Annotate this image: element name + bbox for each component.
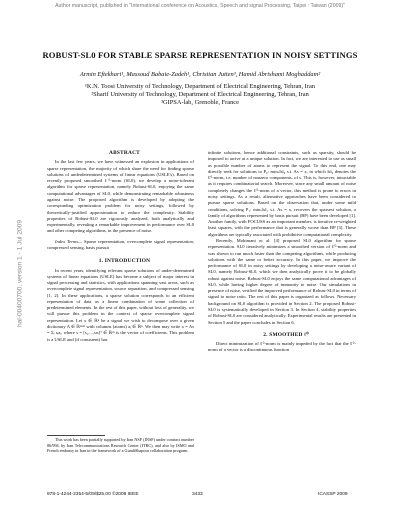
abstract-text: In the last few years, we have witnessed an explosion in applications of sparse representation, the majority of which share the need for finding sparse solutions of underdetermined systems of linear equations (USLE's). Based on recently proposed smoothed ℓ⁰-norm (SL0), we develop a noise-tolerant algorithm for sparse representation, namely Robust-SL0, enjoying the same computational advantages of SL0, while demonstrating remarkable robustness against noise. The proposed algorithm is developed by adopting the corresponding optimization problem for noisy settings, followed by theoretically-justified approximation to reduce the complexity. Stability properties of Robust-SL0 are rigorously analyzed, both analytically and experimentally, revealing a remarkable improvement in performance over SL0 and other competing algorithms, in the presence of noise. bbox=[47, 159, 194, 234]
footer-conference: ICASSP 2009 bbox=[318, 492, 348, 497]
left-column bbox=[47, 150, 194, 343]
index-terms-text: Sparse representation, overcomplete signal representation, compressed sensing, basis pursuit bbox=[47, 238, 195, 250]
author-list: Armin Eftekhari¹, Massoud Babaie-Zadeh¹, Christian Jutten³, Hamid Abrishami Moghaddam² bbox=[79, 71, 321, 78]
footer-isbn: 978-1-4244-2354-5/09/$25.00 ©2009 IEEE bbox=[47, 492, 139, 497]
index-terms bbox=[47, 239, 194, 252]
abstract-heading: ABSTRACT bbox=[109, 150, 140, 156]
footnote bbox=[47, 437, 194, 454]
right-paragraph-2: Recently, Mohimani et al. [4] proposed SL0 algorithm for sparse representation. SL0 iteratively minimizes a smoothed version of ℓ⁰-norm and was shown to run much faster than the competing algorithms, while producing solutions with the same or better accuracy. In this paper, we improve the performance of SL0 in noisy settings by developing a noise-aware variant of SL0, namely Robust-SL0, which we then analytically prove it to be globally robust against noise. Robust-SL0 enjoys the same computational advantages of SL0, while having higher degree of immunity to noise. Our simulations in presence of noise, verified the improved performance of Robust-SL0 in terms of signal to noise ratio. The rest of this paper is organized as follows. Necessary background on SL0 algorithm is provided in Section 2. The proposed Robust-SL0 is systematically developed in Section 3. In Section 4, stability properties of Robust-SL0 are considered analytically. Experimental results are presented in Section 5 and the paper concludes in Section 6. bbox=[208, 237, 356, 325]
introduction-heading: 1. INTRODUCTION bbox=[98, 258, 151, 265]
section-2-heading: 2. SMOOTHED ℓ⁰ bbox=[263, 331, 309, 338]
index-terms-label: Index Terms— bbox=[55, 238, 83, 244]
footnote-text: This work has been partially supported by Iran NSF (INSF) under contract number 86/994, by Iran Telecommunications Research Center (ITRC), and also by ISMO and French embassy in Iran in the framework of a GundiShapour collaboration program. bbox=[47, 437, 194, 454]
section-2-text: Direct minimization of ℓ⁰-norm is mainly impeded by the fact that the ℓ⁰-norm of a vector is a discontinuous function bbox=[208, 341, 356, 353]
paper-title: ROBUST-SL0 FOR STABLE SPARSE REPRESENTATION IN NOISY SETTINGS bbox=[42, 50, 358, 60]
affiliation-1: ¹K.N. Toosi University of Technology, Department of Electrical Engineering, Tehran, Iran bbox=[85, 83, 315, 90]
affiliation-3: ³GIPSA-lab, Grenoble, France bbox=[161, 99, 239, 106]
right-paragraph-1: infinite solutions, hence additional constraints, such as sparsity, should be imposed to arrive at a unique solution. In fact, we are interested to use as small as possible number of atoms to represent the signal. To this end, one may directly seek for solutions to P₀: minₛ‖s‖₀ s.t. As = x, in which ‖s‖₀ denotes the ℓ⁰-norm, i.e. number of nonzero components, of s. This is, however, intractable as it requires combinatorial search. Moreover, since any small amount of noise completely changes the ℓ⁰-norm of a vector, this method is prone to errors in noisy settings. As a result, alternative approaches have been considered to pursue sparse solutions. Based on the observation that, under some mild conditions, solving P₁: minₛ‖s‖₁ s.t. As = x, recovers the sparsest solution, a family of algorithms represented by basis pursuit (BP) have been developed [1]. Another family, with FOCUSS as an important member, is iterative re-weighted least squares, with the performance that is generally worse than BP [3]. These algorithms are typically associated with prohibitive computational complexity. bbox=[208, 150, 356, 237]
hal-stamp: hal-00400700, version 1 - 1 Jul 2009 bbox=[16, 219, 24, 328]
footnote-rule bbox=[47, 435, 105, 436]
footer-page-number: 3433 bbox=[192, 492, 203, 497]
affiliation-2: ²Sharif University of Technology, Department of Electrical Engineering, Tehran, Iran bbox=[91, 91, 309, 98]
introduction-text: In recent years, identifying relevant sparse solutions of under-determined systems of linear equations (USLE) has become a subject of major interest in signal processing and statistics, with applications spanning vast areas, such as overcomplete signal representation, source separation, and compressed sensing [1, 2]. In these applications, a sparse solution corresponds to an efficient representation of data as a linear combination of some collection of predetermined elements. In the rest of this paper, without loss of generality, we will pursue this problem in the context of sparse overcomplete signal representation. Let x ∈ ℝⁿ be a signal we wish to decompose over a given dictionary A ∈ ℝⁿˣᵐ with columns (atoms) aᵢ ∈ ℝⁿ. We then may write x = As = Σᵢ sᵢaᵢ, where s = [s₁,...,sₘ]ᵀ ∈ ℝᵐ is the vector of coefficients. This problem is a USLE and (if consistent) has bbox=[47, 267, 194, 342]
publication-note: Author manuscript, published in "International conference on Acoustics, Speech and signal Processing, Taipei : Taiwan (2009)" bbox=[55, 3, 345, 9]
right-column bbox=[208, 150, 356, 354]
